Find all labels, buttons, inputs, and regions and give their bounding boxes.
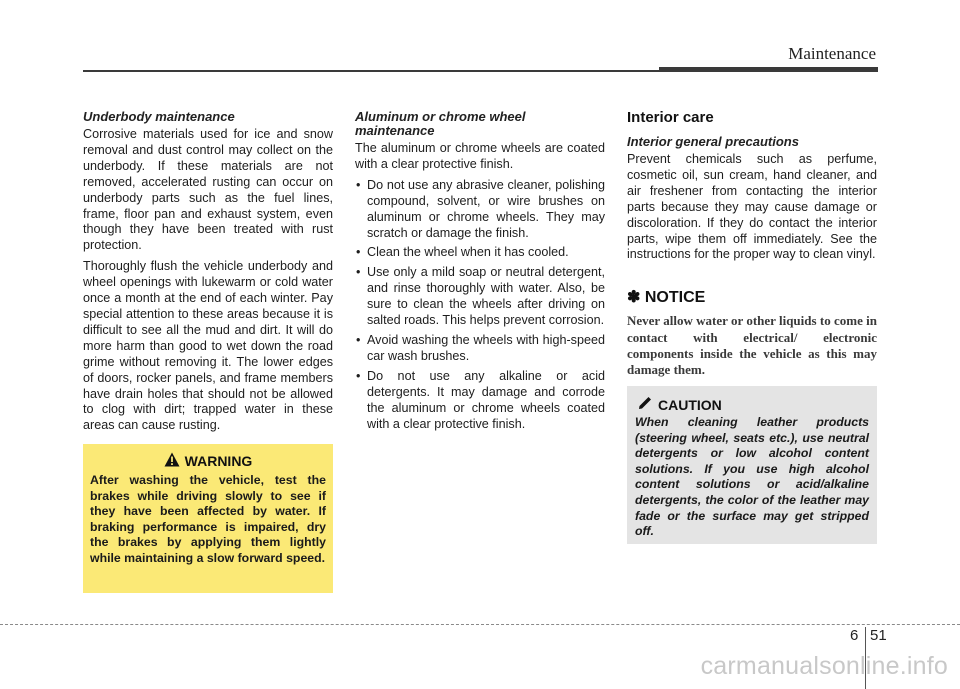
wheel-maintenance-list (355, 178, 605, 433)
footer-dashed-line (0, 624, 960, 625)
underbody-paragraph-1: Corrosive materials used for ice and snow removal and dust control may collect on the underbody. If these materials are not removed, accelerated rusting can occur on underbody parts such as the fuel lines, frame, floor pan and exhaust system, even though they have been treated with rust protection. (83, 127, 333, 253)
column-underbody (83, 110, 333, 439)
column-wheel-maintenance (355, 110, 605, 436)
warning-title: WARNING (184, 453, 253, 469)
wheel-maintenance-intro: The aluminum or chrome wheels are coated with a clear protective finish. (355, 141, 605, 171)
notice-text: Never allow water or other liquids to come in contact with electrical/ electronic components inside the vehicle as this may damage them. (627, 313, 877, 377)
caution-title: CAUTION (658, 396, 722, 413)
interior-precautions-paragraph: Prevent chemicals such as perfume, cosmetic oil, sun cream, hand cleaner, and air freshener from contacting the interior parts because they may cause damage or discoloration. If they do contact the interior parts, wipe them off immediately. See the instructions for the proper way to clean vinyl. (627, 152, 877, 262)
list-item: • Use only a mild soap or neutral detergent, and rinse thoroughly with water. Also, be sure to clean the wheels after driving on salted roads. This helps prevent corrosion. (355, 265, 605, 329)
warning-triangle-icon (164, 452, 180, 470)
warning-box (83, 444, 333, 593)
underbody-heading: Underbody maintenance (83, 109, 235, 124)
column-interior-care (627, 110, 877, 378)
list-item: • Clean the wheel when it has cooled. (355, 245, 605, 261)
caution-pencil-icon (638, 396, 652, 413)
list-item: • Do not use any alkaline or acid detergents. It may damage and corrode the aluminum or chrome wheels coated with a clear protective finish. (355, 369, 605, 433)
interior-precautions-subheading: Interior general precautions (627, 134, 799, 149)
list-item: • Do not use any abrasive cleaner, polishing compound, solvent, or wire brushes on aluminum or chrome wheels. They may scratch or damage the finish. (355, 178, 605, 242)
caution-title-row (638, 396, 869, 413)
warning-text: After washing the vehicle, test the brakes while driving slowly to see if they have been affected by water. If braking performance is impaired, dry the brakes by applying them lightly while maintaining a slow forward speed. (90, 473, 326, 565)
notice-title: ✽ NOTICE (627, 289, 706, 307)
caution-text: When cleaning leather products (steering wheel, seats etc.), use neutral detergents or low alcohol content solutions. If you use high alcohol content solutions or acid/alkaline detergents, the color of the leather may fade or the surface may get stripped off. (635, 415, 869, 539)
section-title: Maintenance (788, 44, 876, 63)
chapter-number: 6 (850, 627, 859, 644)
header-rule-thick (659, 67, 878, 72)
list-item: • Avoid washing the wheels with high-speed car wash brushes. (355, 333, 605, 365)
warning-title-row (90, 452, 326, 470)
header-rule-thin (83, 70, 663, 72)
wheel-maintenance-heading: Aluminum or chrome wheel maintenance (355, 109, 526, 138)
caution-box (627, 386, 877, 544)
underbody-paragraph-2: Thoroughly flush the vehicle underbody and wheel openings with lukewarm or cold water once a month at the end of each winter. Pay special attention to these areas because it is difficult to see all the mud and dirt. It will do more harm than good to wet down the road grime without removing it. The lower edges of doors, rocker panels, and frame members have drain holes that should not be allowed to clog with dirt; trapped water in these areas can cause rusting. (83, 259, 333, 433)
interior-care-heading: Interior care (627, 109, 714, 126)
page-number: 51 (870, 627, 887, 644)
watermark: carmanualsonline.info (700, 652, 948, 680)
